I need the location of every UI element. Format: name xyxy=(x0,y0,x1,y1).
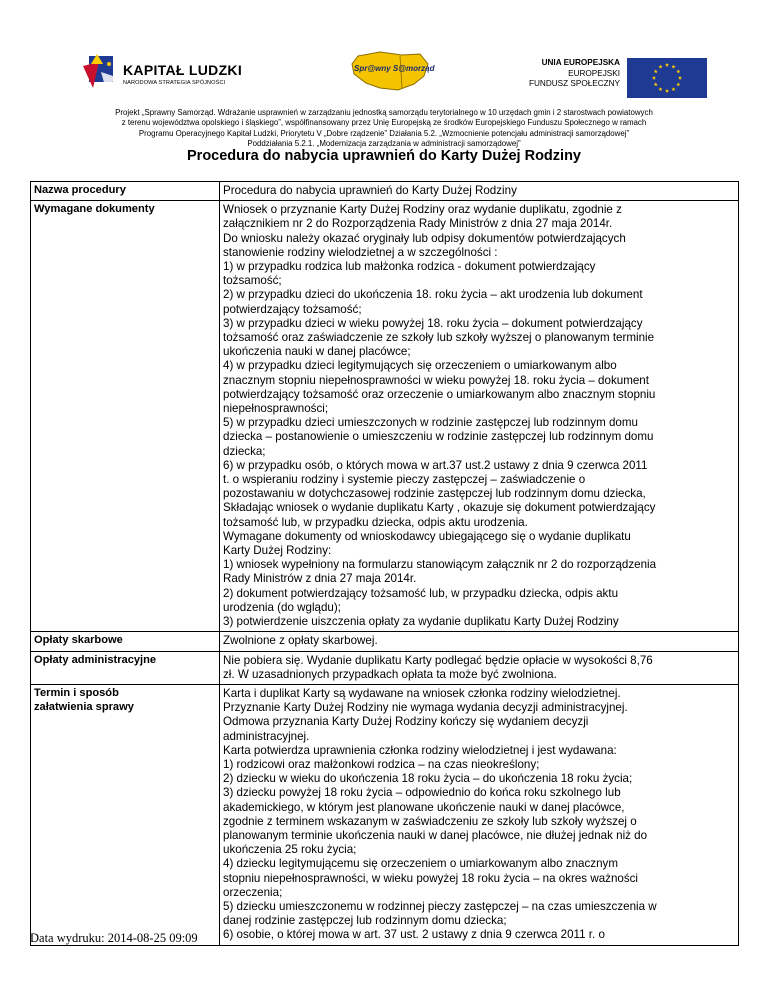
eu-flag-icon xyxy=(627,58,707,98)
cell-text-line: Przyznanie Karty Dużej Rodziny nie wymaga wydania decyzji administracyjnej. xyxy=(223,701,628,715)
row-label-skarbowe: Opłaty skarbowe xyxy=(31,632,220,651)
cell-text-line: urodzenia (do wglądu); xyxy=(223,600,341,614)
cell-text-line: administracyjnej. xyxy=(223,729,310,743)
row-label-termin-line2: załatwienia sprawy xyxy=(34,700,134,713)
row-value-termin xyxy=(220,684,739,945)
row-value-administracyjne xyxy=(220,651,739,684)
project-line: Poddziałania 5.2.1. „Modernizacja zarządzania w administracji samorządowej” xyxy=(247,139,521,149)
cell-text-line: orzeczenia; xyxy=(223,885,283,899)
eu-text-line1: UNIA EUROPEJSKA xyxy=(541,58,620,67)
cell-text-line: ukończenia nauki w danej placówce; xyxy=(223,345,411,359)
cell-text-line: 6) osobie, o której mowa w art. 37 ust. 2 ustawy z dnia 9 czerwca 2011 r. o xyxy=(223,928,605,942)
cell-text-line: Nie pobiera się. Wydanie duplikatu Karty podlegać będzie opłacie w wysokości 8,76 xyxy=(223,653,653,667)
cell-text-line: Karta potwierdza uprawnienia członka rodziny wielodzietnej i jest wydawana: xyxy=(223,743,617,757)
logo-header xyxy=(0,50,768,100)
row-label-nazwa: Nazwa procedury xyxy=(31,182,220,201)
sprawny-samorzad-logo xyxy=(340,50,440,92)
cell-text-line: niepełnosprawności; xyxy=(223,402,329,416)
cell-text-line: pozostawaniu w dotychczasowej rodzinie zastępczej lub rodzinnym domu dziecka, xyxy=(223,487,646,501)
cell-text-line: ukończenia 25 roku życia; xyxy=(223,843,357,857)
cell-text-line: znacznym stopniu niepełnosprawności w wieku powyżej 18. roku życia – dokument xyxy=(223,373,649,387)
cell-text-line: stanowienie rodziny wielodzietnej a w szczególności : xyxy=(223,245,498,259)
cell-text-line: planowanym terminie ukończenia nauki w danej placówce, nie dłużej jednak niż do xyxy=(223,828,648,842)
cell-text-line: Karta i duplikat Karty są wydawane na wniosek członka rodziny wielodzietnej. xyxy=(223,686,621,700)
cell-text-line: 2) w przypadku dzieci do ukończenia 18. roku życia – akt urodzenia lub dokument xyxy=(223,288,643,302)
row-value-nazwa xyxy=(220,182,739,201)
cell-text-line: stopniu niepełnosprawności, w wieku powyżej 18 roku życia – na okres ważności xyxy=(223,871,639,885)
table-row xyxy=(31,684,739,945)
cell-text-line: załącznikiem nr 2 do Rozporządzenia Rady Ministrów z dnia 27 maja 2014r. xyxy=(223,217,613,231)
row-label-administracyjne: Opłaty administracyjne xyxy=(31,651,220,684)
print-date: Data wydruku: 2014-08-25 09:09 xyxy=(30,931,198,945)
cell-text-line: 2) dziecku w wieku do ukończenia 18 roku życia – do ukończenia 18 roku życia; xyxy=(223,772,633,786)
eu-fund-logo xyxy=(529,58,715,98)
cell-text-line: Zwolnione z opłaty skarbowej. xyxy=(223,634,378,648)
cell-text-line: 3) dziecku powyżej 18 roku życia – odpowiednio do końca roku szkolnego lub xyxy=(223,786,621,800)
row-label-dokumenty: Wymagane dokumenty xyxy=(31,201,220,632)
project-line: Programu Operacyjnego Kapitał Ludzki, Priorytetu V „Dobre rządzenie” Działania 5.2. „Wzmocnienie potencjału administracji samorządowej” xyxy=(138,128,630,138)
cell-text-line: tożsamość oraz zaświadczenie ze szkoły lub szkoły wyższej o planowanym terminie xyxy=(223,331,655,345)
row-value-dokumenty xyxy=(220,201,739,632)
cell-text-line: 1) rodzicowi oraz małżonkowi rodzica – na czas nieokreślony; xyxy=(223,757,540,771)
cell-text-line: tożsamość; xyxy=(223,274,282,288)
project-description xyxy=(62,108,706,150)
cell-text-line: zgodnie z terminem wskazanym w zaświadczeniu ze szkoły lub szkoły wyższej o xyxy=(223,814,637,828)
cell-text-line: potwierdzający tożsamość oraz orzeczenie o umiarkowanym albo znacznym stopniu xyxy=(223,387,656,401)
row-value-skarbowe xyxy=(220,632,739,651)
cell-text-line: 5) dziecku umieszczonemu w rodzinnej pieczy zastępczej – na czas umieszczenia w xyxy=(223,899,657,913)
eu-text-line2: EUROPEJSKI xyxy=(568,69,620,78)
procedure-table xyxy=(30,181,739,946)
cell-text-line: zł. W uzasadnionych przypadkach opłata ta może być zwolniona. xyxy=(223,667,557,681)
cell-text-line: Karty Dużej Rodziny: xyxy=(223,544,332,558)
cell-text-line: 4) dziecku legitymującemu się orzeczeniem o umiarkowanym albo znacznym xyxy=(223,857,618,871)
cell-text-line: akademickiego, w którym jest planowane ukończenie nauki w danej placówce, xyxy=(223,800,625,814)
kapital-ludzki-logo xyxy=(83,52,243,96)
cell-text-line: 6) w przypadku osób, o których mowa w art.37 ust.2 ustawy z dnia 9 czerwca 2011 xyxy=(223,458,648,472)
kapital-ludzki-title: KAPITAŁ LUDZKI xyxy=(123,62,243,78)
cell-text-line: Rady Ministrów z dnia 27 maja 2014r. xyxy=(223,572,417,586)
cell-text-line: 1) wniosek wypełniony na formularzu stanowiącym załącznik nr 2 do rozporządzenia xyxy=(223,558,657,572)
table-row xyxy=(31,201,739,632)
table-row xyxy=(31,182,739,201)
cell-text-line: tożsamość lub, w przypadku dziecka, odpis aktu urodzenia. xyxy=(223,515,528,529)
cell-text-line: danej rodzinie zastępczej lub rodzinnym domu dziecka; xyxy=(223,914,507,928)
eu-text-line3: FUNDUSZ SPOŁECZNY xyxy=(529,79,620,88)
cell-text-line: Składając wniosek o wydanie duplikatu Karty , okazuje się dokument potwierdzający xyxy=(223,501,656,515)
cell-text-line: Wymagane dokumenty od wnioskodawcy ubiegającego się o wydanie duplikatu xyxy=(223,529,631,543)
cell-text-line: t. o wspieraniu rodziny i systemie pieczy zastępczej – zaświadczenie o xyxy=(223,473,586,487)
cell-text-line: Do wniosku należy okazać oryginały lub odpisy dokumentów potwierdzających xyxy=(223,231,626,245)
cell-text-line: 1) w przypadku rodzica lub małżonka rodzica - dokument potwierdzający xyxy=(223,260,596,274)
cell-text-line: 2) dokument potwierdzający tożsamość lub, w przypadku dziecka, odpis aktu xyxy=(223,586,619,600)
row-label-termin xyxy=(31,684,220,945)
cell-text-line: 3) potwierdzenie uiszczenia opłaty za wydanie duplikatu Karty Dużej Rodziny xyxy=(223,615,619,629)
kapital-ludzki-subtitle: NARODOWA STRATEGIA SPÓJNOŚCI xyxy=(123,80,226,86)
cell-text-line: 3) w przypadku dzieci w wieku powyżej 18. roku życia – dokument potwierdzający xyxy=(223,316,643,330)
project-line: Projekt „Sprawny Samorząd. Wdrażanie usprawnień w zarządzaniu jednostką samorządu terytorialnego w 10 urzędach gmin i 2 starostwach powiatowych xyxy=(115,108,653,117)
cell-text-line: 5) w przypadku dzieci umieszczonych w rodzinie zastępczej lub rodzinnym domu xyxy=(223,416,638,430)
cell-text-line: dziecka – postanowienie o umieszczeniu w rodzinie zastępczej lub rodzinnym domu xyxy=(223,430,654,444)
cell-text-line: potwierdzający tożsamość; xyxy=(223,302,362,316)
kapital-ludzki-emblem-icon xyxy=(83,52,121,92)
table-row xyxy=(31,632,739,651)
table-row xyxy=(31,651,739,684)
row-label-termin-line1: Termin i sposób xyxy=(34,686,119,699)
page-title: Procedura do nabycia uprawnień do Karty Dużej Rodziny xyxy=(187,148,581,164)
cell-text-line: Procedura do nabycia uprawnień do Karty Dużej Rodziny xyxy=(223,184,517,197)
cell-text-line: Odmowa przyznania Karty Dużej Rodziny kończy się wydaniem decyzji xyxy=(223,715,589,729)
cell-text-line: dziecka; xyxy=(223,444,266,458)
cell-text-line: Wniosek o przyznanie Karty Dużej Rodziny oraz wydanie duplikatu, zgodnie z xyxy=(223,203,622,217)
cell-text-line: 4) w przypadku dzieci legitymujących się orzeczeniem o umiarkowanym albo xyxy=(223,359,617,373)
sprawny-samorzad-label: Spr@wny S@morząd xyxy=(354,64,435,73)
project-line: z terenu województwa opolskiego i śląskiego”, współfinansowany przez Unię Europejską ze środków Europejskiego Funduszu Społecznego w ramach xyxy=(121,118,647,128)
